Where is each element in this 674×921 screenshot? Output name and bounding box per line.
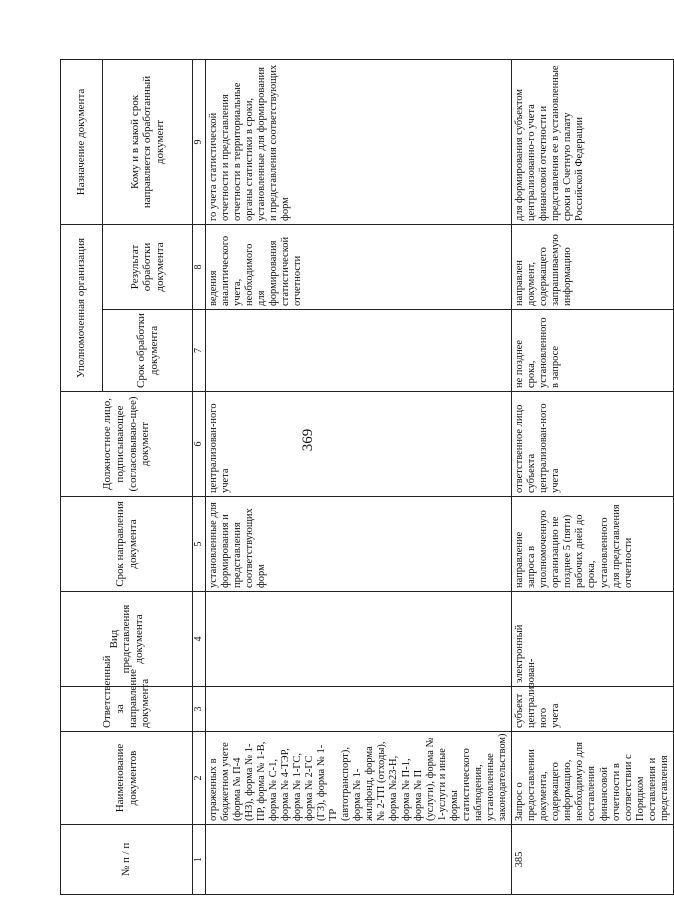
header-name: Наименование документов xyxy=(61,732,193,825)
page-number: 369 xyxy=(300,428,316,452)
cell-proc-deadline: не позднее срока, установленного в запросе xyxy=(512,310,674,392)
cell-proc-deadline xyxy=(205,310,512,392)
cell-document-name: отраженных в бюджетном учете (форма № П-4 (НЗ), форма № 1-ПР, форма № 1-В, форма № С-1, форма № 4-ТЭР, форма № 1-ГС, форма № 2-ГС (ГЗ), форма № 1-ТР (автотранспорт), форма № 1-жилфонд, форма № 2-ТП (отходы), форма №23-Н, форма № П-1, форма № П (услуги), форма № 1-услуги и иные формы статистического наблюдения, установленные законодательством) xyxy=(205,732,512,825)
cell-recipient: го учета статистической отчетности и представления отчетности в территориальные органы статистики в сроки, установленные для формирования и представления соответствующих форм xyxy=(205,59,512,224)
column-number: 5 xyxy=(193,497,206,592)
column-number: 1 xyxy=(193,825,206,895)
column-number: 4 xyxy=(193,592,206,687)
cell-deadline: направление запроса в уполномоченную организацию не позднее 5 (пяти) рабочих дней до срока, установленного для представления отчетности xyxy=(512,497,674,592)
column-number: 6 xyxy=(193,392,206,497)
cell-document-name: Запрос о предоставлении документа, содержащего информацию, необходимую для составления финансовой отчетности в соответствии с Порядком составления и представления xyxy=(512,732,674,825)
header-form: Вид представления документа xyxy=(61,592,193,687)
column-number-row xyxy=(193,59,206,894)
cell-form xyxy=(205,592,512,687)
cell-result: ведения аналитического учета, необходимого для формирования статистической отчетности xyxy=(205,224,512,309)
table-row xyxy=(512,59,674,894)
table-row xyxy=(205,59,512,894)
column-number: 2 xyxy=(193,732,206,825)
header-result: Результат обработки документа xyxy=(103,224,193,309)
row-number xyxy=(205,825,512,895)
header-purpose: Назначение документа xyxy=(61,59,103,224)
column-number: 9 xyxy=(193,59,206,224)
cell-responsible: субъект централизован-ного учета xyxy=(512,687,674,732)
cell-deadline: установленные для формирования и представления соответствующих форм xyxy=(205,497,512,592)
header-official: Должностное лицо, подписывающее (согласовываю-щее) документ xyxy=(61,392,193,497)
cell-official: централизован-ного учета xyxy=(205,392,512,497)
cell-form: электронный xyxy=(512,592,674,687)
header-recipient: Кому и в какой срок направляется обработанный документ xyxy=(103,59,193,224)
column-number: 8 xyxy=(193,224,206,309)
header-row-group xyxy=(61,59,103,894)
header-proc-deadline: Срок обработки документа xyxy=(103,310,193,392)
header-deadline: Срок направления документа xyxy=(61,497,193,592)
column-number: 7 xyxy=(193,310,206,392)
cell-result: направлен документ, содержащего запрашиваемую информацию xyxy=(512,224,674,309)
column-number: 3 xyxy=(193,687,206,732)
cell-responsible xyxy=(205,687,512,732)
rotated-table-wrapper xyxy=(60,60,670,895)
header-organization: Уполномоченная организация xyxy=(61,224,103,391)
header-responsible: Ответственный за направление документа xyxy=(61,687,193,732)
cell-official: ответственное лицо субъекта централизован-ного учета xyxy=(512,392,674,497)
documents-table xyxy=(60,59,674,895)
cell-recipient: для формирования субъектом централизованно-го учета финансовой отчетности и представления ее в установленные сроки в Счетную палату Российской Федерации xyxy=(512,59,674,224)
header-num: № п / п xyxy=(61,825,193,895)
row-number: 385 xyxy=(512,825,674,895)
